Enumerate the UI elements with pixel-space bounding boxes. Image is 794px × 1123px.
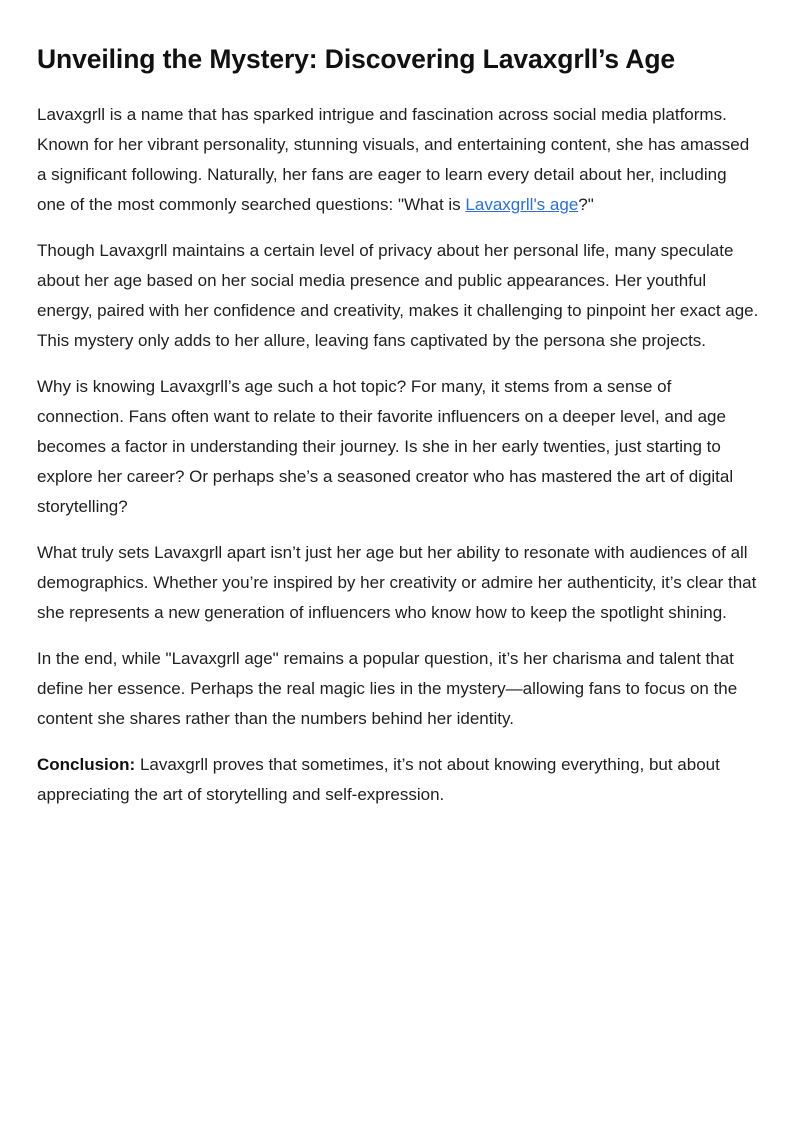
paragraph-privacy: Though Lavaxgrll maintains a certain level of privacy about her personal life, many speculate about her age based on her social media presence and public appearances. Her youthful energy, paired with her confidence and creativity, makes it challenging to pinpoint her exact age. This mystery only adds to her allure, leaving fans captivated by the persona she projects. [37,241,759,350]
paragraph-intro [37,100,759,220]
conclusion-text: Lavaxgrll proves that sometimes, it’s not about knowing everything, but about appreciating the art of storytelling and self-expression. [37,755,720,804]
paragraph-resonate: What truly sets Lavaxgrll apart isn’t just her age but her ability to resonate with audiences of all demographics. Whether you’re inspired by her creativity or admire her authenticity, it’s clear that she represents a new generation of influencers who know how to keep the spotlight shining. [37,543,757,622]
paragraph-hot-topic: Why is knowing Lavaxgrll’s age such a hot topic? For many, it stems from a sense of connection. Fans often want to relate to their favorite influencers on a deeper level, and age becomes a factor in understanding their journey. Is she in her early twenties, just starting to explore her career? Or perhaps she’s a seasoned creator who has mastered the art of digital storytelling? [37,377,734,516]
paragraph-end: In the end, while "Lavaxgrll age" remains a popular question, it’s her charisma and talent that define her essence. Perhaps the real magic lies in the mystery—allowing fans to focus on the content she shares rather than the numbers behind her identity. [37,649,738,728]
paragraph-intro-tail: ?" [578,195,594,214]
article [37,38,759,826]
paragraph-intro-text: Lavaxgrll is a name that has sparked intrigue and fascination across social media platforms. Known for her vibrant personality, stunning visuals, and entertaining content, she has amassed a significant following. Naturally, her fans are eager to learn every detail about her, including one of the most commonly searched questions: "What is [37,105,750,214]
paragraph-conclusion [37,750,759,810]
page-title: Unveiling the Mystery: Discovering Lavaxgrll’s Age [37,44,676,74]
conclusion-label: Conclusion: [37,755,136,774]
age-link[interactable]: Lavaxgrll's age [465,195,579,214]
